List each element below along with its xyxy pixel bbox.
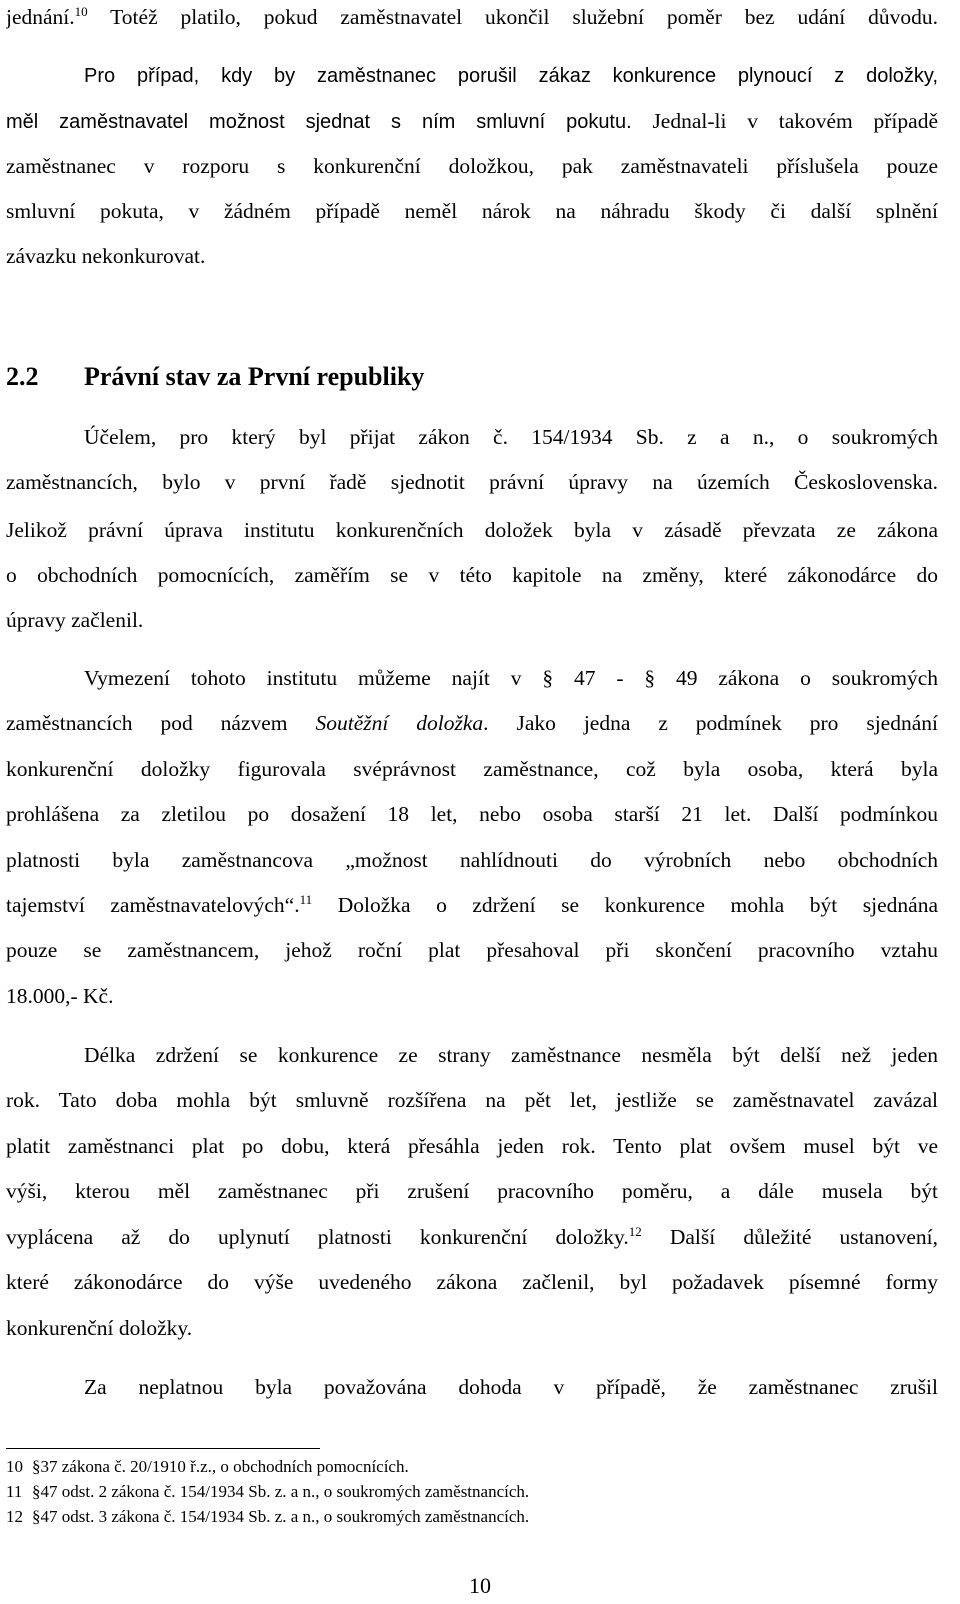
paragraph-line: Délka zdržení se konkurence ze strany zaměstnance nesměla být delší než jeden <box>84 1043 938 1067</box>
footnote <box>6 1506 529 1528</box>
paragraph-line: prohlášena za zletilou po dosažení 18 let, nebo osoba starší 21 let. Další podmínkou <box>6 802 938 826</box>
paragraph-line: úpravy začlenil. <box>6 608 144 632</box>
footnote <box>6 1481 529 1503</box>
paragraph-line: rok. Tato doba mohla být smluvně rozšířena na pět let, jestliže se zaměstnavatel zavázal <box>6 1088 938 1112</box>
paragraph-line: platnosti byla zaměstnancova „možnost nahlídnouti do výrobních nebo obchodních <box>6 848 938 872</box>
page-number: 10 <box>469 1573 491 1598</box>
paragraph-line <box>6 1222 938 1252</box>
paragraph-line: 18.000,- Kč. <box>6 984 114 1008</box>
text-run: tajemství zaměstnavatelových“. <box>6 893 300 917</box>
paragraph-line: Jelikož právní úprava institutu konkurenčních doložek byla v zásadě převzata ze zákona <box>6 518 938 542</box>
footnote-number: 12 <box>6 1507 23 1526</box>
footnote-ref-11: 11 <box>299 891 313 907</box>
footnote-text: §47 odst. 2 zákona č. 154/1934 Sb. z. a n., o soukromých zaměstnancích. <box>32 1482 530 1501</box>
footnote <box>6 1456 409 1478</box>
paragraph-line: které zákonodárce do výše uvedeného zákona začlenil, byl požadavek písemné formy <box>6 1270 938 1294</box>
paragraph-line: konkurenční doložky. <box>6 1316 193 1340</box>
text-run: Další důležité ustanovení, <box>641 1225 938 1249</box>
text-run: vyplácena až do uplynutí platnosti konkurenční doložky. <box>6 1225 629 1249</box>
paragraph-line: platit zaměstnanci plat po dobu, která přesáhla jeden rok. Tento plat ovšem musel být ve <box>6 1134 938 1158</box>
paragraph-line: Za neplatnou byla považována dohoda v případě, že zaměstnanec zrušil <box>84 1375 938 1399</box>
footnote-ref-10: 10 <box>74 3 88 19</box>
paragraph-line: zaměstnanec v rozporu s konkurenční doložkou, pak zaměstnavateli příslušela pouze <box>6 154 938 178</box>
paragraph-line: pouze se zaměstnancem, jehož roční plat přesahoval při skončení pracovního vztahu <box>6 938 938 962</box>
text-run: Totéž platilo, pokud zaměstnavatel ukončil služební poměr bez udání důvodu. <box>87 5 938 29</box>
paragraph-line: zaměstnancích, bylo v první řadě sjednotit právní úpravy na územích Československa. <box>6 470 938 494</box>
italic-term: Soutěžní doložka <box>315 711 484 735</box>
paragraph-line <box>6 2 938 32</box>
paragraph-line <box>6 708 938 738</box>
section-number: 2.2 <box>6 362 39 391</box>
footnote-number: 10 <box>6 1457 23 1476</box>
paragraph-line: o obchodních pomocnících, zaměřím se v této kapitole na změny, které zákonodárce do <box>6 563 938 587</box>
paragraph-line <box>6 106 938 137</box>
text-run: měl zaměstnavatel možnost sjednat s ním smluvní pokutu. <box>6 111 632 133</box>
paragraph-line: závazku nekonkurovat. <box>6 244 206 268</box>
footnote-divider <box>6 1448 320 1449</box>
text-run: zaměstnancích pod názvem <box>6 711 316 735</box>
paragraph-line <box>6 890 938 920</box>
footnote-text: §47 odst. 3 zákona č. 154/1934 Sb. z. a n., o soukromých zaměstnancích. <box>32 1507 530 1526</box>
paragraph-line: konkurenční doložky figurovala svéprávnost zaměstnance, což byla osoba, která byla <box>6 757 938 781</box>
paragraph-line: Účelem, pro který byl přijat zákon č. 154/1934 Sb. z a n., o soukromých <box>84 425 938 449</box>
paragraph-line: Pro případ, kdy by zaměstnanec porušil zákaz konkurence plynoucí z doložky, <box>84 65 938 87</box>
paragraph-line: výši, kterou měl zaměstnanec při zrušení pracovního poměru, a dále musela být <box>6 1179 938 1203</box>
text-run: Doložka o zdržení se konkurence mohla být sjednána <box>312 893 938 917</box>
paragraph-line: smluvní pokuta, v žádném případě neměl nárok na náhradu škody či další splnění <box>6 199 938 223</box>
section-title: Právní stav za První republiky <box>84 362 425 391</box>
paragraph-line: Vymezení tohoto institutu můžeme najít v § 47 - § 49 zákona o soukromých <box>84 666 938 690</box>
footnote-ref-12: 12 <box>628 1223 642 1239</box>
footnote-text: §37 zákona č. 20/1910 ř.z., o obchodních pomocnících. <box>32 1457 409 1476</box>
text-run: . Jako jedna z podmínek pro sjednání <box>483 711 938 735</box>
footnote-number: 11 <box>6 1482 23 1501</box>
text-run: jednání. <box>6 5 75 29</box>
text-run: Jednal-li v takovém případě <box>631 109 938 133</box>
section-heading <box>6 360 424 394</box>
